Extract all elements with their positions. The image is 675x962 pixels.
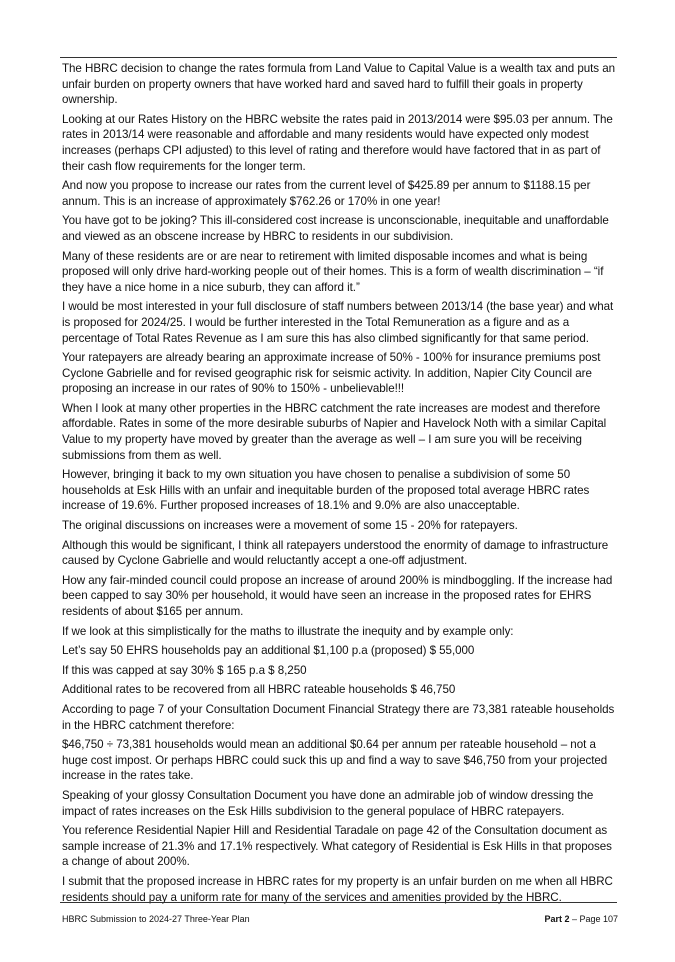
- paragraph: $46,750 ÷ 73,381 households would mean an additional $0.64 per annum per rateable household – not a huge cost impost. Or perhaps HBRC could suck this up and find a way to save $46,750 from your projected increase in the rates take.: [62, 738, 608, 783]
- footer-page-reference: [544, 913, 618, 925]
- paragraph: Additional rates to be recovered from all HBRC rateable households $ 46,750: [62, 683, 456, 697]
- paragraph: You have got to be joking? This ill-considered cost increase is unconscionable, inequitable and unaffordable and viewed as an obscene increase by HBRC to residents in our subdivision.: [62, 214, 609, 243]
- footer-page-number: – Page 107: [569, 914, 618, 924]
- header-rule: [60, 57, 617, 58]
- paragraph: When I look at many other properties in the HBRC catchment the rate increases are modest and therefore affordable. Rates in some of the more desirable suburbs of Napier and Havelock Noth with a similar Capital Value to my property have moved by greater than the average as well – I am sure you will be receiving submissions from them as well.: [62, 401, 607, 462]
- paragraph: How any fair-minded council could propose an increase of around 200% is mindboggling. If the increase had been capped to say 30% per household, it would have seen an increase in the proposed rates for EHRS residents of about $165 per annum.: [62, 573, 613, 618]
- paragraph: And now you propose to increase our rates from the current level of $425.89 per annum to $1188.15 per annum. This is an increase of approximately $762.26 or 170% in one year!: [62, 179, 591, 208]
- paragraph: Your ratepayers are already bearing an approximate increase of 50% - 100% for insurance premiums post Cyclone Gabrielle and for revised geographic risk for seismic activity. In addition, Napier City Council are proposing an increase in our rates of 90% to 150% - unbelievable!!!: [62, 351, 601, 396]
- footer-part-label: Part 2: [544, 914, 570, 924]
- paragraph: If we look at this simplistically for the maths to illustrate the inequity and by example only:: [62, 624, 514, 638]
- paragraph: I would be most interested in your full disclosure of staff numbers between 2013/14 (the base year) and what is proposed for 2024/25. I would be further interested in the Total Remuneration as a figure and as a percentage of Total Rates Revenue as I am sure this has also climbed significantly for that same period.: [62, 300, 614, 345]
- submission-body: [62, 61, 618, 909]
- paragraph: However, bringing it back to my own situation you have chosen to penalise a subdivision of some 50 households at Esk Hills with an unfair and inequitable burden of the proposed total average HBRC rates increase of 19.6%. Further proposed increases of 18.1% and 9.0% are also unacceptable.: [62, 468, 590, 513]
- paragraph: The HBRC decision to change the rates formula from Land Value to Capital Value is a wealth tax and puts an unfair burden on property owners that have worked hard and saved hard to fulfill their goals in property ownership.: [62, 62, 616, 107]
- paragraph: Speaking of your glossy Consultation Document you have done an admirable job of window dressing the impact of rates increases on the Esk Hills subdivision to the general populace of HBRC ratepayers.: [62, 788, 594, 818]
- paragraph: I submit that the proposed increase in HBRC rates for my property is an unfair burden on me when all HBRC residents should pay a uniform rate for many of the services and amenities provided by the HBRC.: [62, 874, 613, 904]
- footer-rule: [60, 902, 617, 903]
- paragraph: The original discussions on increases were a movement of some 15 - 20% for ratepayers.: [62, 519, 518, 533]
- paragraph: Looking at our Rates History on the HBRC website the rates paid in 2013/2014 were $95.03 per annum. The rates in 2013/14 were reasonable and affordable and many residents would have expected only modest increases (perhaps CPI adjusted) to this level of rating and therefore would have factored that in as part of their cash flow requirements for the longer term.: [62, 112, 613, 173]
- paragraph: Many of these residents are or are near to retirement with limited disposable incomes and what is being proposed will only drive hard-working people out of their homes. This is a form of wealth discrimination – “if they have a nice home in a nice suburb, they can afford it.”: [62, 249, 604, 294]
- paragraph: Although this would be significant, I think all ratepayers understood the enormity of damage to infrastructure caused by Cyclone Gabrielle and would reluctantly accept a one-off adjustment.: [62, 538, 609, 568]
- paragraph: You reference Residential Napier Hill and Residential Taradale on page 42 of the Consultation document as sample increase of 21.3% and 17.1% respectively. What category of Residential is Esk Hills in that proposes a change of about 200%.: [62, 824, 612, 869]
- footer-document-title: HBRC Submission to 2024-27 Three-Year Plan: [62, 914, 250, 924]
- paragraph: If this was capped at say 30% $ 165 p.a $ 8,250: [62, 663, 307, 677]
- paragraph: According to page 7 of your Consultation Document Financial Strategy there are 73,381 rateable households in the HBRC catchment therefore:: [62, 702, 615, 732]
- paragraph: Let’s say 50 EHRS households pay an additional $1,100 p.a (proposed) $ 55,000: [62, 644, 475, 658]
